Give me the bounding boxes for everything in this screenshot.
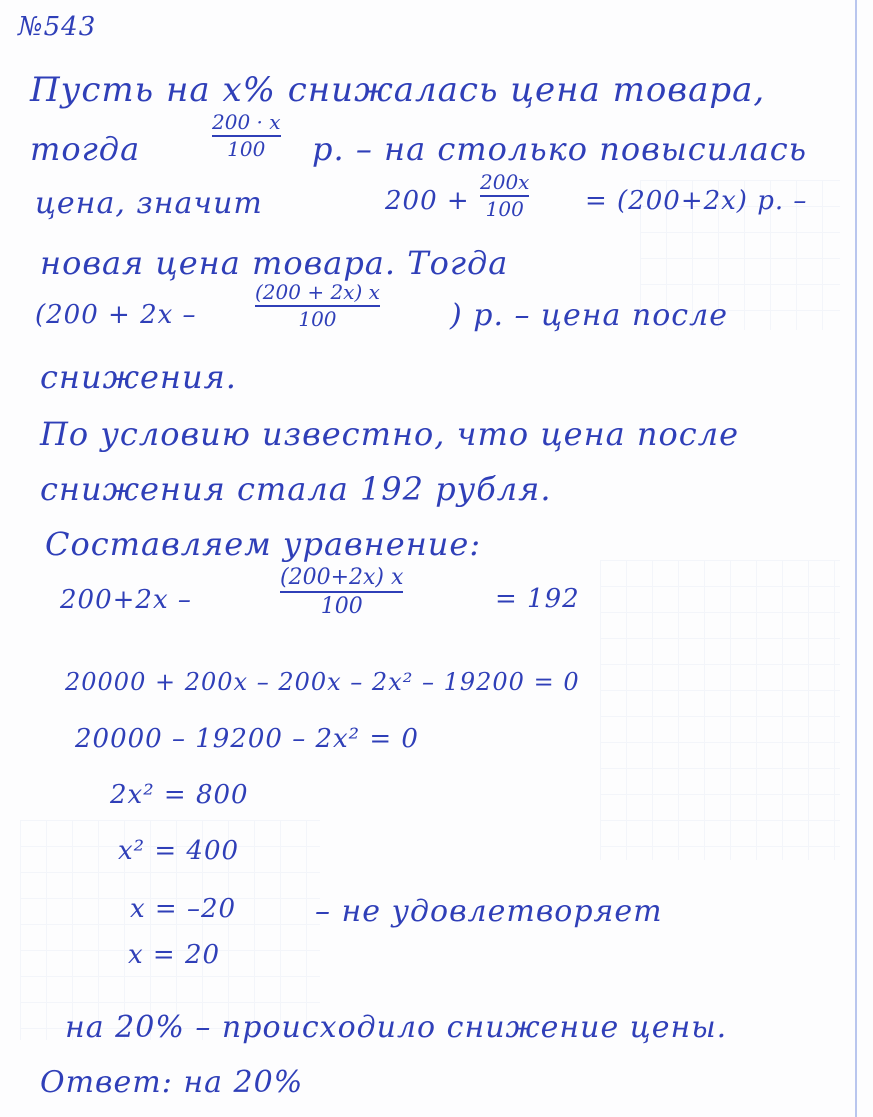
equation-5: x² = 400 [118,836,240,866]
fraction-1-numerator: 200 · x [212,110,281,134]
line-3c: = (200+2x) р. – [585,186,808,216]
line-5a: (200 + 2x – [35,300,197,330]
line-6: снижения. [40,358,237,396]
fraction-2-numerator: 200x [480,170,530,194]
fraction-2 [480,172,529,220]
equation-6a: x = –20 [130,894,237,924]
line-3b: 200 + [385,186,470,216]
grid-fade-right [600,560,840,860]
equation-6b: – не удовлетворяет [315,894,663,929]
fraction-1-denominator: 100 [227,137,266,161]
line-1: Пусть на x% снижалась цена товара, [30,70,766,110]
line-3a: цена, значит [35,186,263,221]
line-9: Составляем уравнение: [45,525,482,563]
equation-4: 2x² = 800 [110,780,249,810]
line-4: новая цена товара. Тогда [40,244,509,282]
fraction-4 [280,566,403,618]
fraction-2-denominator: 100 [485,197,524,221]
fraction-3-denominator: 100 [298,307,337,331]
fraction-4-numerator: (200+2x) x [280,565,404,590]
fraction-1 [212,112,281,160]
answer-line: Ответ: на 20% [40,1065,304,1100]
equation-1a: 200+2x – [60,585,192,615]
line-7: По условию известно, что цена после [40,415,740,453]
fraction-3-numerator: (200 + 2x) x [255,280,380,304]
equation-7: x = 20 [128,940,221,970]
fraction-4-bar [280,591,403,593]
equation-2: 20000 + 200x – 200x – 2x² – 19200 = 0 [65,668,580,696]
equation-3: 20000 – 19200 – 2x² = 0 [75,724,419,754]
line-8: снижения стала 192 рубля. [40,470,552,508]
fraction-4-denominator: 100 [320,594,363,620]
line-2b: р. – на столько повысилась [312,130,808,168]
equation-1b: = 192 [495,584,580,614]
margin-line [855,0,857,1117]
line-5b: ) р. – цена после [450,298,728,333]
problem-number: №543 [18,12,97,42]
fraction-3 [255,282,380,330]
line-10: на 20% – происходило снижение цены. [65,1010,728,1045]
line-2a: тогда [30,130,141,168]
